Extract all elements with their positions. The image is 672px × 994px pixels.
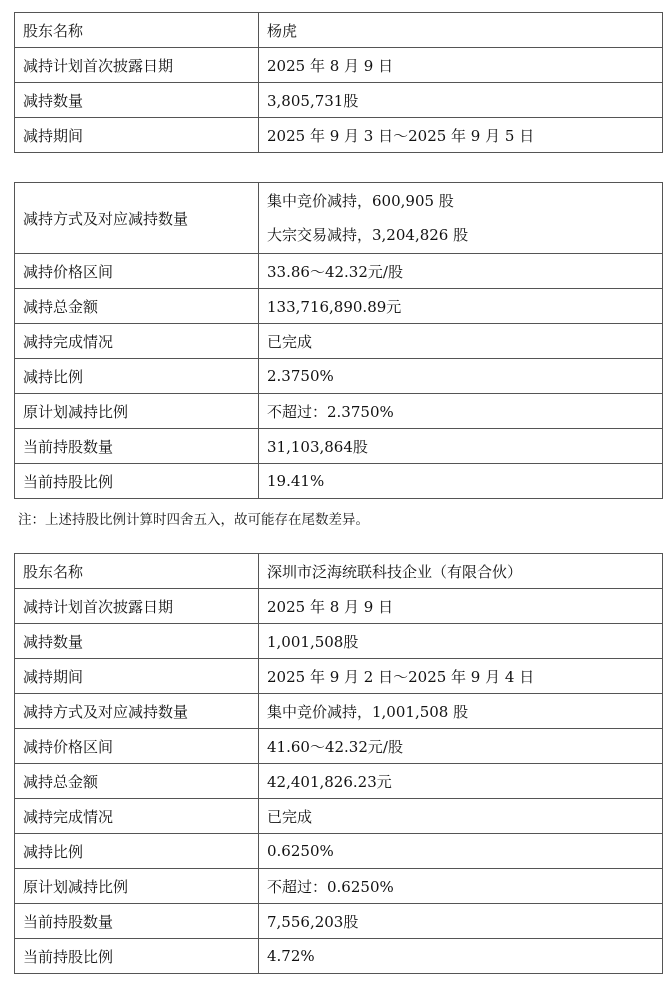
row-label: 减持价格区间	[15, 729, 259, 764]
row-label: 减持价格区间	[15, 254, 259, 289]
row-label: 减持数量	[15, 624, 259, 659]
shareholder-1-reduction-table	[14, 182, 663, 499]
row-label: 减持计划首次披露日期	[15, 589, 259, 624]
row-value: 已完成	[259, 799, 663, 834]
row-value: 1,001,508股	[259, 624, 663, 659]
row-value: 已完成	[259, 324, 663, 359]
row-label: 原计划减持比例	[15, 394, 259, 429]
row-label: 当前持股数量	[15, 429, 259, 464]
row-label: 减持完成情况	[15, 799, 259, 834]
table-row	[15, 464, 663, 499]
method-line: 集中竞价减持，600,905 股	[267, 192, 454, 210]
row-label: 减持计划首次披露日期	[15, 48, 259, 83]
table-row	[15, 694, 663, 729]
table-row	[15, 13, 663, 48]
row-value: 2025 年 8 月 9 日	[259, 48, 663, 83]
row-label: 减持期间	[15, 118, 259, 153]
row-value: 2025 年 9 月 2 日～2025 年 9 月 4 日	[259, 659, 663, 694]
row-value: 31,103,864股	[259, 429, 663, 464]
table-row	[15, 183, 663, 254]
table-row	[15, 394, 663, 429]
row-value: 杨虎	[259, 13, 663, 48]
row-value: 42,401,826.23元	[259, 764, 663, 799]
table-row	[15, 589, 663, 624]
row-value: 7,556,203股	[259, 904, 663, 939]
table-row	[15, 254, 663, 289]
row-label: 减持比例	[15, 359, 259, 394]
table-row	[15, 729, 663, 764]
table-row	[15, 659, 663, 694]
row-label: 减持方式及对应减持数量	[15, 694, 259, 729]
shareholder-1-basic-table	[14, 12, 663, 153]
table-row	[15, 289, 663, 324]
row-value: 33.86～42.32元/股	[259, 254, 663, 289]
row-label: 减持总金额	[15, 289, 259, 324]
table-row	[15, 324, 663, 359]
row-value: 不超过：2.3750%	[259, 394, 663, 429]
row-label: 减持数量	[15, 83, 259, 118]
row-label: 股东名称	[15, 554, 259, 589]
row-value: 不超过：0.6250%	[259, 869, 663, 904]
method-line: 大宗交易减持，3,204,826 股	[267, 226, 469, 244]
row-label: 减持期间	[15, 659, 259, 694]
table-row	[15, 48, 663, 83]
table-row	[15, 429, 663, 464]
table-row	[15, 939, 663, 974]
table-row	[15, 554, 663, 589]
row-value: 133,716,890.89元	[259, 289, 663, 324]
row-value: 19.41%	[259, 464, 663, 499]
row-value: 2025 年 8 月 9 日	[259, 589, 663, 624]
row-value: 3,805,731股	[259, 83, 663, 118]
footnote: 注：上述持股比例计算时四舍五入，故可能存在尾数差异。	[18, 512, 369, 528]
table-row	[15, 869, 663, 904]
row-label: 当前持股比例	[15, 464, 259, 499]
table-row	[15, 83, 663, 118]
row-label: 原计划减持比例	[15, 869, 259, 904]
row-value: 2.3750%	[259, 359, 663, 394]
row-label: 减持比例	[15, 834, 259, 869]
row-value: 0.6250%	[259, 834, 663, 869]
row-value: 2025 年 9 月 3 日～2025 年 9 月 5 日	[259, 118, 663, 153]
table-row	[15, 118, 663, 153]
table-row	[15, 624, 663, 659]
shareholder-2-table	[14, 553, 663, 974]
row-label: 减持完成情况	[15, 324, 259, 359]
row-label: 当前持股比例	[15, 939, 259, 974]
table-row	[15, 834, 663, 869]
row-value: 深圳市泛海统联科技企业（有限合伙）	[259, 554, 663, 589]
table-row	[15, 799, 663, 834]
row-label: 减持总金额	[15, 764, 259, 799]
table-row	[15, 904, 663, 939]
table-row	[15, 359, 663, 394]
row-label: 股东名称	[15, 13, 259, 48]
table-row	[15, 764, 663, 799]
row-value: 4.72%	[259, 939, 663, 974]
row-value: 41.60～42.32元/股	[259, 729, 663, 764]
row-label: 当前持股数量	[15, 904, 259, 939]
row-value	[259, 183, 663, 254]
row-value: 集中竞价减持，1,001,508 股	[259, 694, 663, 729]
row-label: 减持方式及对应减持数量	[15, 183, 259, 254]
